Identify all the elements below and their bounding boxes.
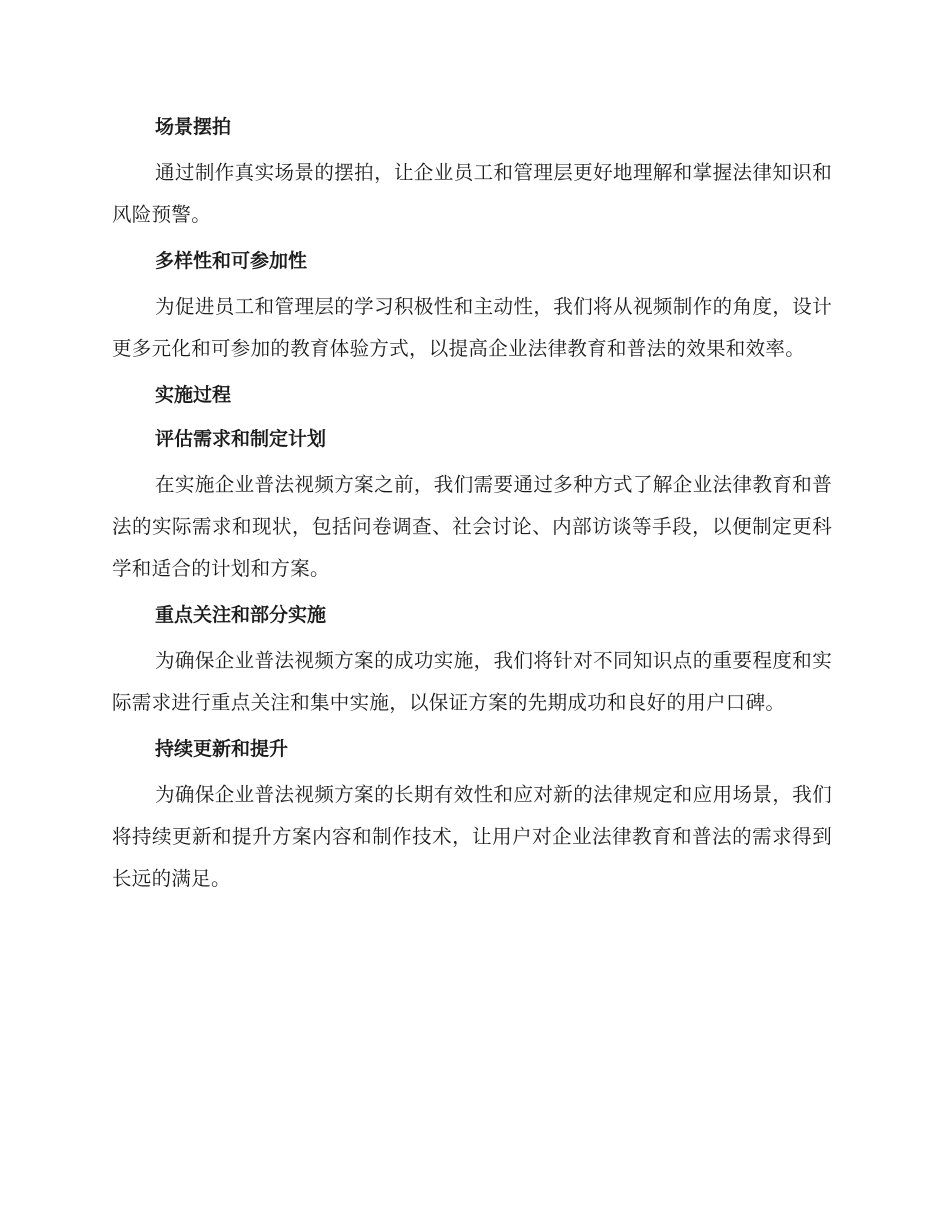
section-heading-continuous-update: 持续更新和提升: [155, 738, 289, 760]
section-heading-assess-needs: 评估需求和制定计划: [155, 428, 327, 450]
section-heading-implementation: 实施过程: [155, 384, 232, 406]
section-heading-diversity: 多样性和可参加性: [155, 250, 308, 272]
paragraph-focus: 为确保企业普法视频方案的成功实施，我们将针对不同知识点的重要程度和实际需求进行重点关注和集中实施，以保证方案的先期成功和良好的用户口碑。: [112, 649, 832, 714]
paragraph-assess-needs: 在实施企业普法视频方案之前，我们需要通过多种方式了解企业法律教育和普法的实际需求和现状，包括问卷调查、社会讨论、内部访谈等手段，以便制定更科学和适合的计划和方案。: [112, 473, 832, 580]
paragraph-scene-shooting: 通过制作真实场景的摆拍，让企业员工和管理层更好地理解和掌握法律知识和风险预警。: [112, 161, 832, 226]
paragraph-diversity: 为促进员工和管理层的学习积极性和主动性，我们将从视频制作的角度，设计更多元化和可参加的教育体验方式，以提高企业法律教育和普法的效果和效率。: [112, 295, 832, 360]
paragraph-continuous-update: 为确保企业普法视频方案的长期有效性和应对新的法律规定和应用场景，我们将持续更新和提升方案内容和制作技术，让用户对企业法律教育和普法的需求得到长远的满足。: [112, 783, 832, 890]
section-heading-scene-shooting: 场景摆拍: [155, 116, 232, 138]
section-heading-focus: 重点关注和部分实施: [155, 604, 327, 626]
document-page: [112, 108, 832, 906]
